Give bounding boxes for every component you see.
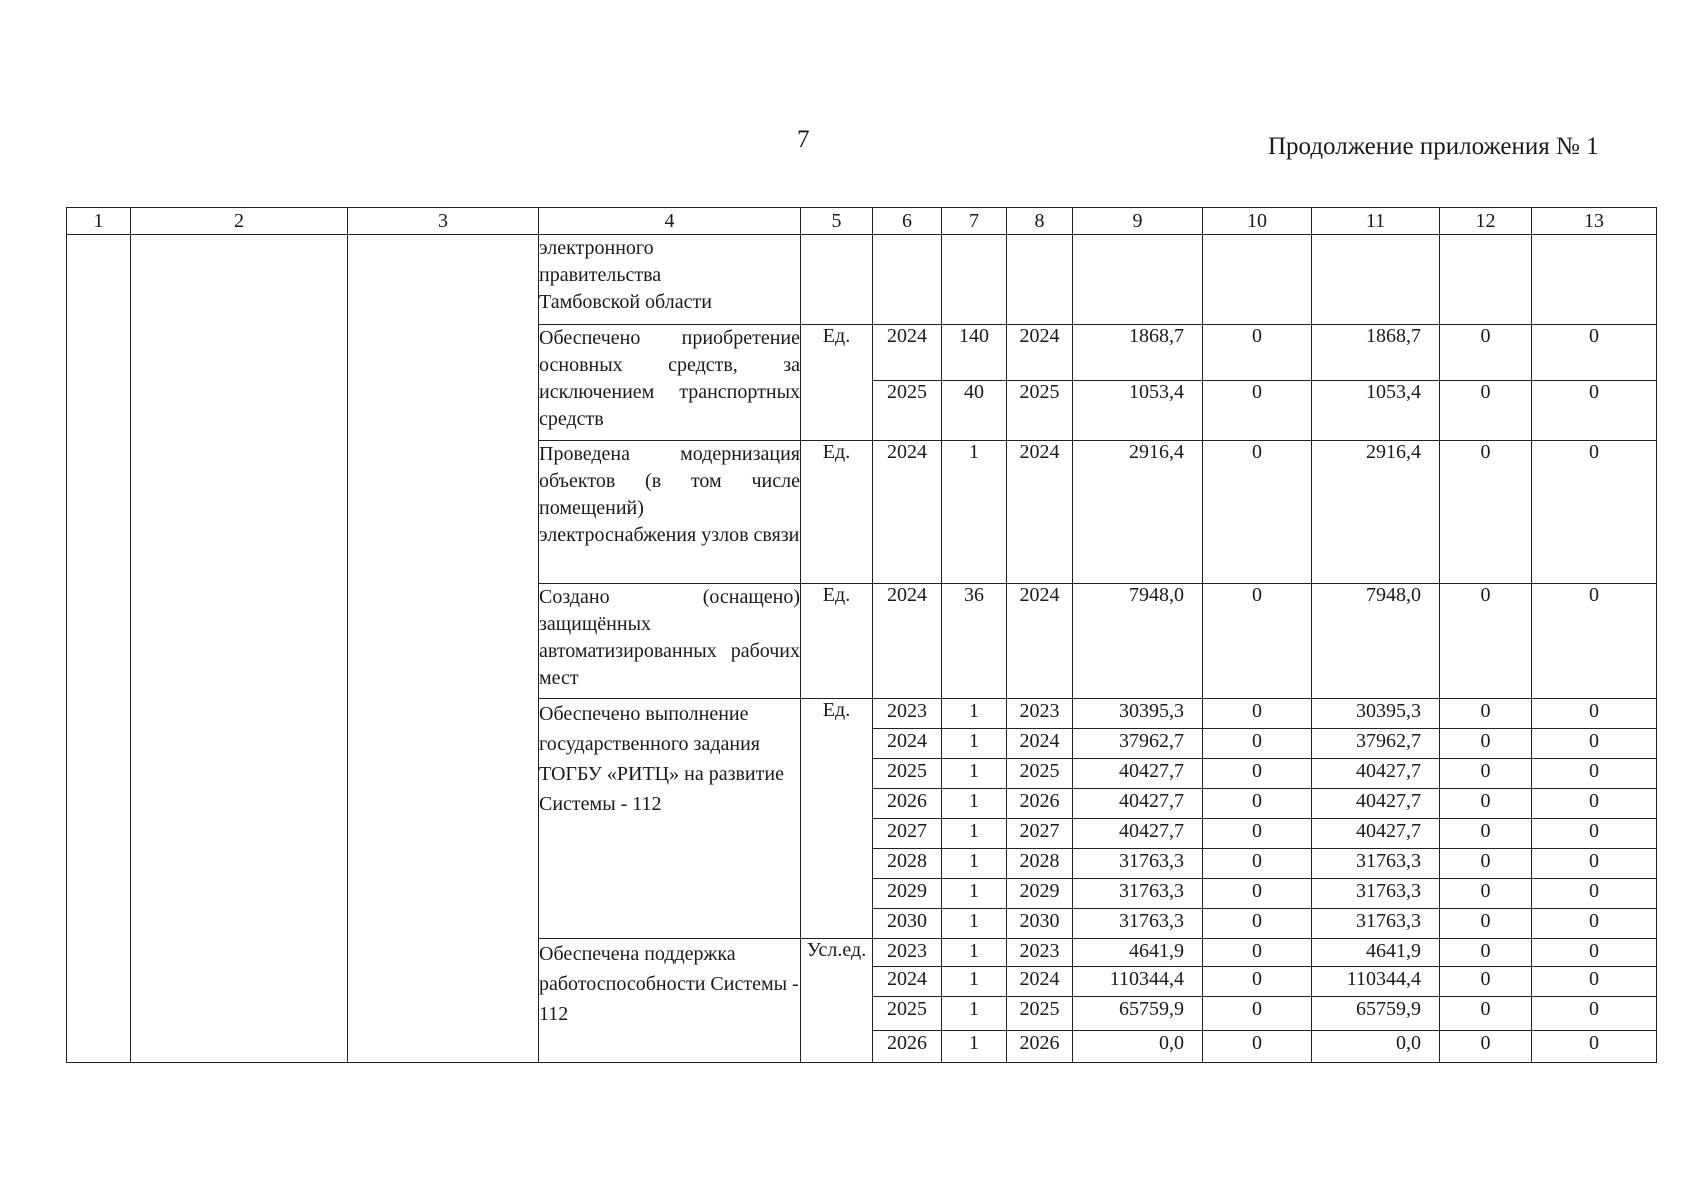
continuation-row	[67, 235, 1657, 325]
total-cell: 31763,3	[1073, 909, 1203, 939]
header-cell-5: 5	[801, 208, 873, 235]
unit-cell: Ед.	[801, 584, 873, 699]
cell-13: 0	[1532, 967, 1657, 997]
value-cell: 1	[942, 849, 1007, 879]
cell-10: 0	[1203, 584, 1312, 699]
cell-11: 7948,0	[1312, 584, 1440, 699]
year-cell: 2024	[873, 729, 942, 759]
cell-12: 0	[1440, 819, 1532, 849]
cell-11: 37962,7	[1312, 729, 1440, 759]
year-cell: 2023	[873, 939, 942, 967]
appendix-table	[66, 207, 1657, 1063]
cell-13: 0	[1532, 879, 1657, 909]
year-cell: 2024	[1007, 325, 1073, 381]
year-cell: 2023	[1007, 939, 1073, 967]
cell-12: 0	[1440, 699, 1532, 729]
cell-11: 1053,4	[1312, 381, 1440, 441]
year-cell: 2028	[1007, 849, 1073, 879]
total-cell: 2916,4	[1073, 441, 1203, 584]
cell-11: 0,0	[1312, 1031, 1440, 1063]
empty-cell	[873, 235, 942, 325]
cell-10: 0	[1203, 997, 1312, 1031]
year-cell: 2024	[873, 584, 942, 699]
cell-13: 0	[1532, 819, 1657, 849]
value-cell: 1	[942, 967, 1007, 997]
cell-12: 0	[1440, 789, 1532, 819]
cell-13: 0	[1532, 849, 1657, 879]
value-cell: 1	[942, 819, 1007, 849]
indicator-description: Обеспечено выполнение государственного задания ТОГБУ «РИТЦ» на развитие Системы - 112	[539, 699, 801, 939]
continuation-title: Продолжение приложения № 1	[1268, 133, 1599, 160]
header-cell-4: 4	[539, 208, 801, 235]
header-row	[67, 208, 1657, 235]
header-cell-8: 8	[1007, 208, 1073, 235]
cell-12: 0	[1440, 759, 1532, 789]
cell-10: 0	[1203, 729, 1312, 759]
cell-10: 0	[1203, 699, 1312, 729]
empty-cell	[1440, 235, 1532, 325]
header-cell-12: 12	[1440, 208, 1532, 235]
header-cell-1: 1	[67, 208, 131, 235]
year-cell: 2028	[873, 849, 942, 879]
total-cell: 40427,7	[1073, 759, 1203, 789]
cell-11: 4641,9	[1312, 939, 1440, 967]
cell-12: 0	[1440, 584, 1532, 699]
year-cell: 2024	[1007, 729, 1073, 759]
cell-13: 0	[1532, 584, 1657, 699]
cell-10: 0	[1203, 441, 1312, 584]
cell-12: 0	[1440, 997, 1532, 1031]
empty-cell	[1532, 235, 1657, 325]
indicator-description: Создано (оснащено) защищённых автоматизированных рабочих мест	[539, 584, 801, 699]
year-cell: 2023	[1007, 699, 1073, 729]
total-cell: 31763,3	[1073, 849, 1203, 879]
year-cell: 2027	[873, 819, 942, 849]
cell-12: 0	[1440, 849, 1532, 879]
cell-13: 0	[1532, 1031, 1657, 1063]
cell-10: 0	[1203, 325, 1312, 381]
year-cell: 2024	[873, 441, 942, 584]
cell-12: 0	[1440, 939, 1532, 967]
year-cell: 2026	[873, 1031, 942, 1063]
cell-10: 0	[1203, 939, 1312, 967]
value-cell: 1	[942, 909, 1007, 939]
cell-12: 0	[1440, 441, 1532, 584]
total-cell: 31763,3	[1073, 879, 1203, 909]
value-cell: 1	[942, 1031, 1007, 1063]
cell-12: 0	[1440, 325, 1532, 381]
col-3-blank-cell	[348, 235, 539, 1063]
cell-10: 0	[1203, 819, 1312, 849]
year-cell: 2024	[1007, 441, 1073, 584]
indicator-description: Обеспечено приобретение основных средств, за исключением транспортных средств	[539, 325, 801, 441]
year-cell: 2025	[873, 759, 942, 789]
year-cell: 2025	[873, 381, 942, 441]
value-cell: 40	[942, 381, 1007, 441]
year-cell: 2027	[1007, 819, 1073, 849]
cell-10: 0	[1203, 789, 1312, 819]
empty-cell	[1007, 235, 1073, 325]
col-1-blank-cell	[67, 235, 131, 1063]
cell-10: 0	[1203, 879, 1312, 909]
total-cell: 0,0	[1073, 1031, 1203, 1063]
empty-cell	[1203, 235, 1312, 325]
continued-description-line-1: электронного	[539, 237, 654, 259]
page-number: 7	[797, 126, 810, 153]
empty-cell	[1073, 235, 1203, 325]
continued-description-line-3: Тамбовской области	[539, 291, 712, 313]
cell-11: 40427,7	[1312, 789, 1440, 819]
value-cell: 140	[942, 325, 1007, 381]
cell-11: 110344,4	[1312, 967, 1440, 997]
value-cell: 1	[942, 939, 1007, 967]
header-cell-11: 11	[1312, 208, 1440, 235]
cell-13: 0	[1532, 729, 1657, 759]
year-cell: 2024	[1007, 967, 1073, 997]
year-cell: 2029	[873, 879, 942, 909]
total-cell: 40427,7	[1073, 819, 1203, 849]
total-cell: 30395,3	[1073, 699, 1203, 729]
cell-12: 0	[1440, 381, 1532, 441]
value-cell: 1	[942, 441, 1007, 584]
year-cell: 2025	[1007, 997, 1073, 1031]
year-cell: 2026	[873, 789, 942, 819]
cell-13: 0	[1532, 441, 1657, 584]
cell-10: 0	[1203, 381, 1312, 441]
value-cell: 1	[942, 789, 1007, 819]
cell-13: 0	[1532, 939, 1657, 967]
cell-12: 0	[1440, 879, 1532, 909]
year-cell: 2026	[1007, 789, 1073, 819]
header-cell-2: 2	[131, 208, 348, 235]
empty-cell	[801, 235, 873, 325]
value-cell: 1	[942, 759, 1007, 789]
cell-11: 30395,3	[1312, 699, 1440, 729]
unit-cell: Ед.	[801, 699, 873, 939]
header-cell-13: 13	[1532, 208, 1657, 235]
year-cell: 2024	[873, 325, 942, 381]
value-cell: 1	[942, 997, 1007, 1031]
col-2-blank-cell	[131, 235, 348, 1063]
unit-cell: Усл.ед.	[801, 939, 873, 1063]
unit-cell: Ед.	[801, 441, 873, 584]
year-cell: 2024	[1007, 584, 1073, 699]
total-cell: 1053,4	[1073, 381, 1203, 441]
year-cell: 2029	[1007, 879, 1073, 909]
header-cell-3: 3	[348, 208, 539, 235]
value-cell: 36	[942, 584, 1007, 699]
unit-cell: Ед.	[801, 325, 873, 441]
header-cell-6: 6	[873, 208, 942, 235]
total-cell: 1868,7	[1073, 325, 1203, 381]
year-cell: 2025	[1007, 759, 1073, 789]
cell-11: 40427,7	[1312, 759, 1440, 789]
cell-10: 0	[1203, 909, 1312, 939]
empty-cell	[1312, 235, 1440, 325]
cell-11: 31763,3	[1312, 879, 1440, 909]
continued-description-line-2: правительства	[539, 264, 662, 286]
cell-10: 0	[1203, 849, 1312, 879]
cell-10: 0	[1203, 759, 1312, 789]
cell-13: 0	[1532, 759, 1657, 789]
value-cell: 1	[942, 729, 1007, 759]
indicator-description: Обеспечена поддержка работоспособности Системы - 112	[539, 939, 801, 1063]
continued-description	[539, 235, 801, 325]
year-cell: 2025	[873, 997, 942, 1031]
cell-12: 0	[1440, 1031, 1532, 1063]
year-cell: 2024	[873, 967, 942, 997]
total-cell: 65759,9	[1073, 997, 1203, 1031]
cell-12: 0	[1440, 729, 1532, 759]
value-cell: 1	[942, 879, 1007, 909]
cell-11: 31763,3	[1312, 909, 1440, 939]
year-cell: 2030	[873, 909, 942, 939]
indicator-description: Проведена модернизация объектов (в том числе помещений) электроснабжения узлов связи	[539, 441, 801, 584]
header-cell-7: 7	[942, 208, 1007, 235]
cell-13: 0	[1532, 997, 1657, 1031]
cell-11: 2916,4	[1312, 441, 1440, 584]
cell-11: 1868,7	[1312, 325, 1440, 381]
year-cell: 2026	[1007, 1031, 1073, 1063]
year-cell: 2023	[873, 699, 942, 729]
total-cell: 40427,7	[1073, 789, 1203, 819]
header-cell-10: 10	[1203, 208, 1312, 235]
cell-13: 0	[1532, 381, 1657, 441]
cell-10: 0	[1203, 1031, 1312, 1063]
cell-12: 0	[1440, 909, 1532, 939]
cell-11: 31763,3	[1312, 849, 1440, 879]
cell-11: 65759,9	[1312, 997, 1440, 1031]
cell-13: 0	[1532, 699, 1657, 729]
empty-cell	[942, 235, 1007, 325]
total-cell: 37962,7	[1073, 729, 1203, 759]
cell-13: 0	[1532, 909, 1657, 939]
cell-10: 0	[1203, 967, 1312, 997]
cell-11: 40427,7	[1312, 819, 1440, 849]
total-cell: 110344,4	[1073, 967, 1203, 997]
header-cell-9: 9	[1073, 208, 1203, 235]
total-cell: 7948,0	[1073, 584, 1203, 699]
year-cell: 2025	[1007, 381, 1073, 441]
year-cell: 2030	[1007, 909, 1073, 939]
total-cell: 4641,9	[1073, 939, 1203, 967]
cell-12: 0	[1440, 967, 1532, 997]
cell-13: 0	[1532, 325, 1657, 381]
value-cell: 1	[942, 699, 1007, 729]
cell-13: 0	[1532, 789, 1657, 819]
